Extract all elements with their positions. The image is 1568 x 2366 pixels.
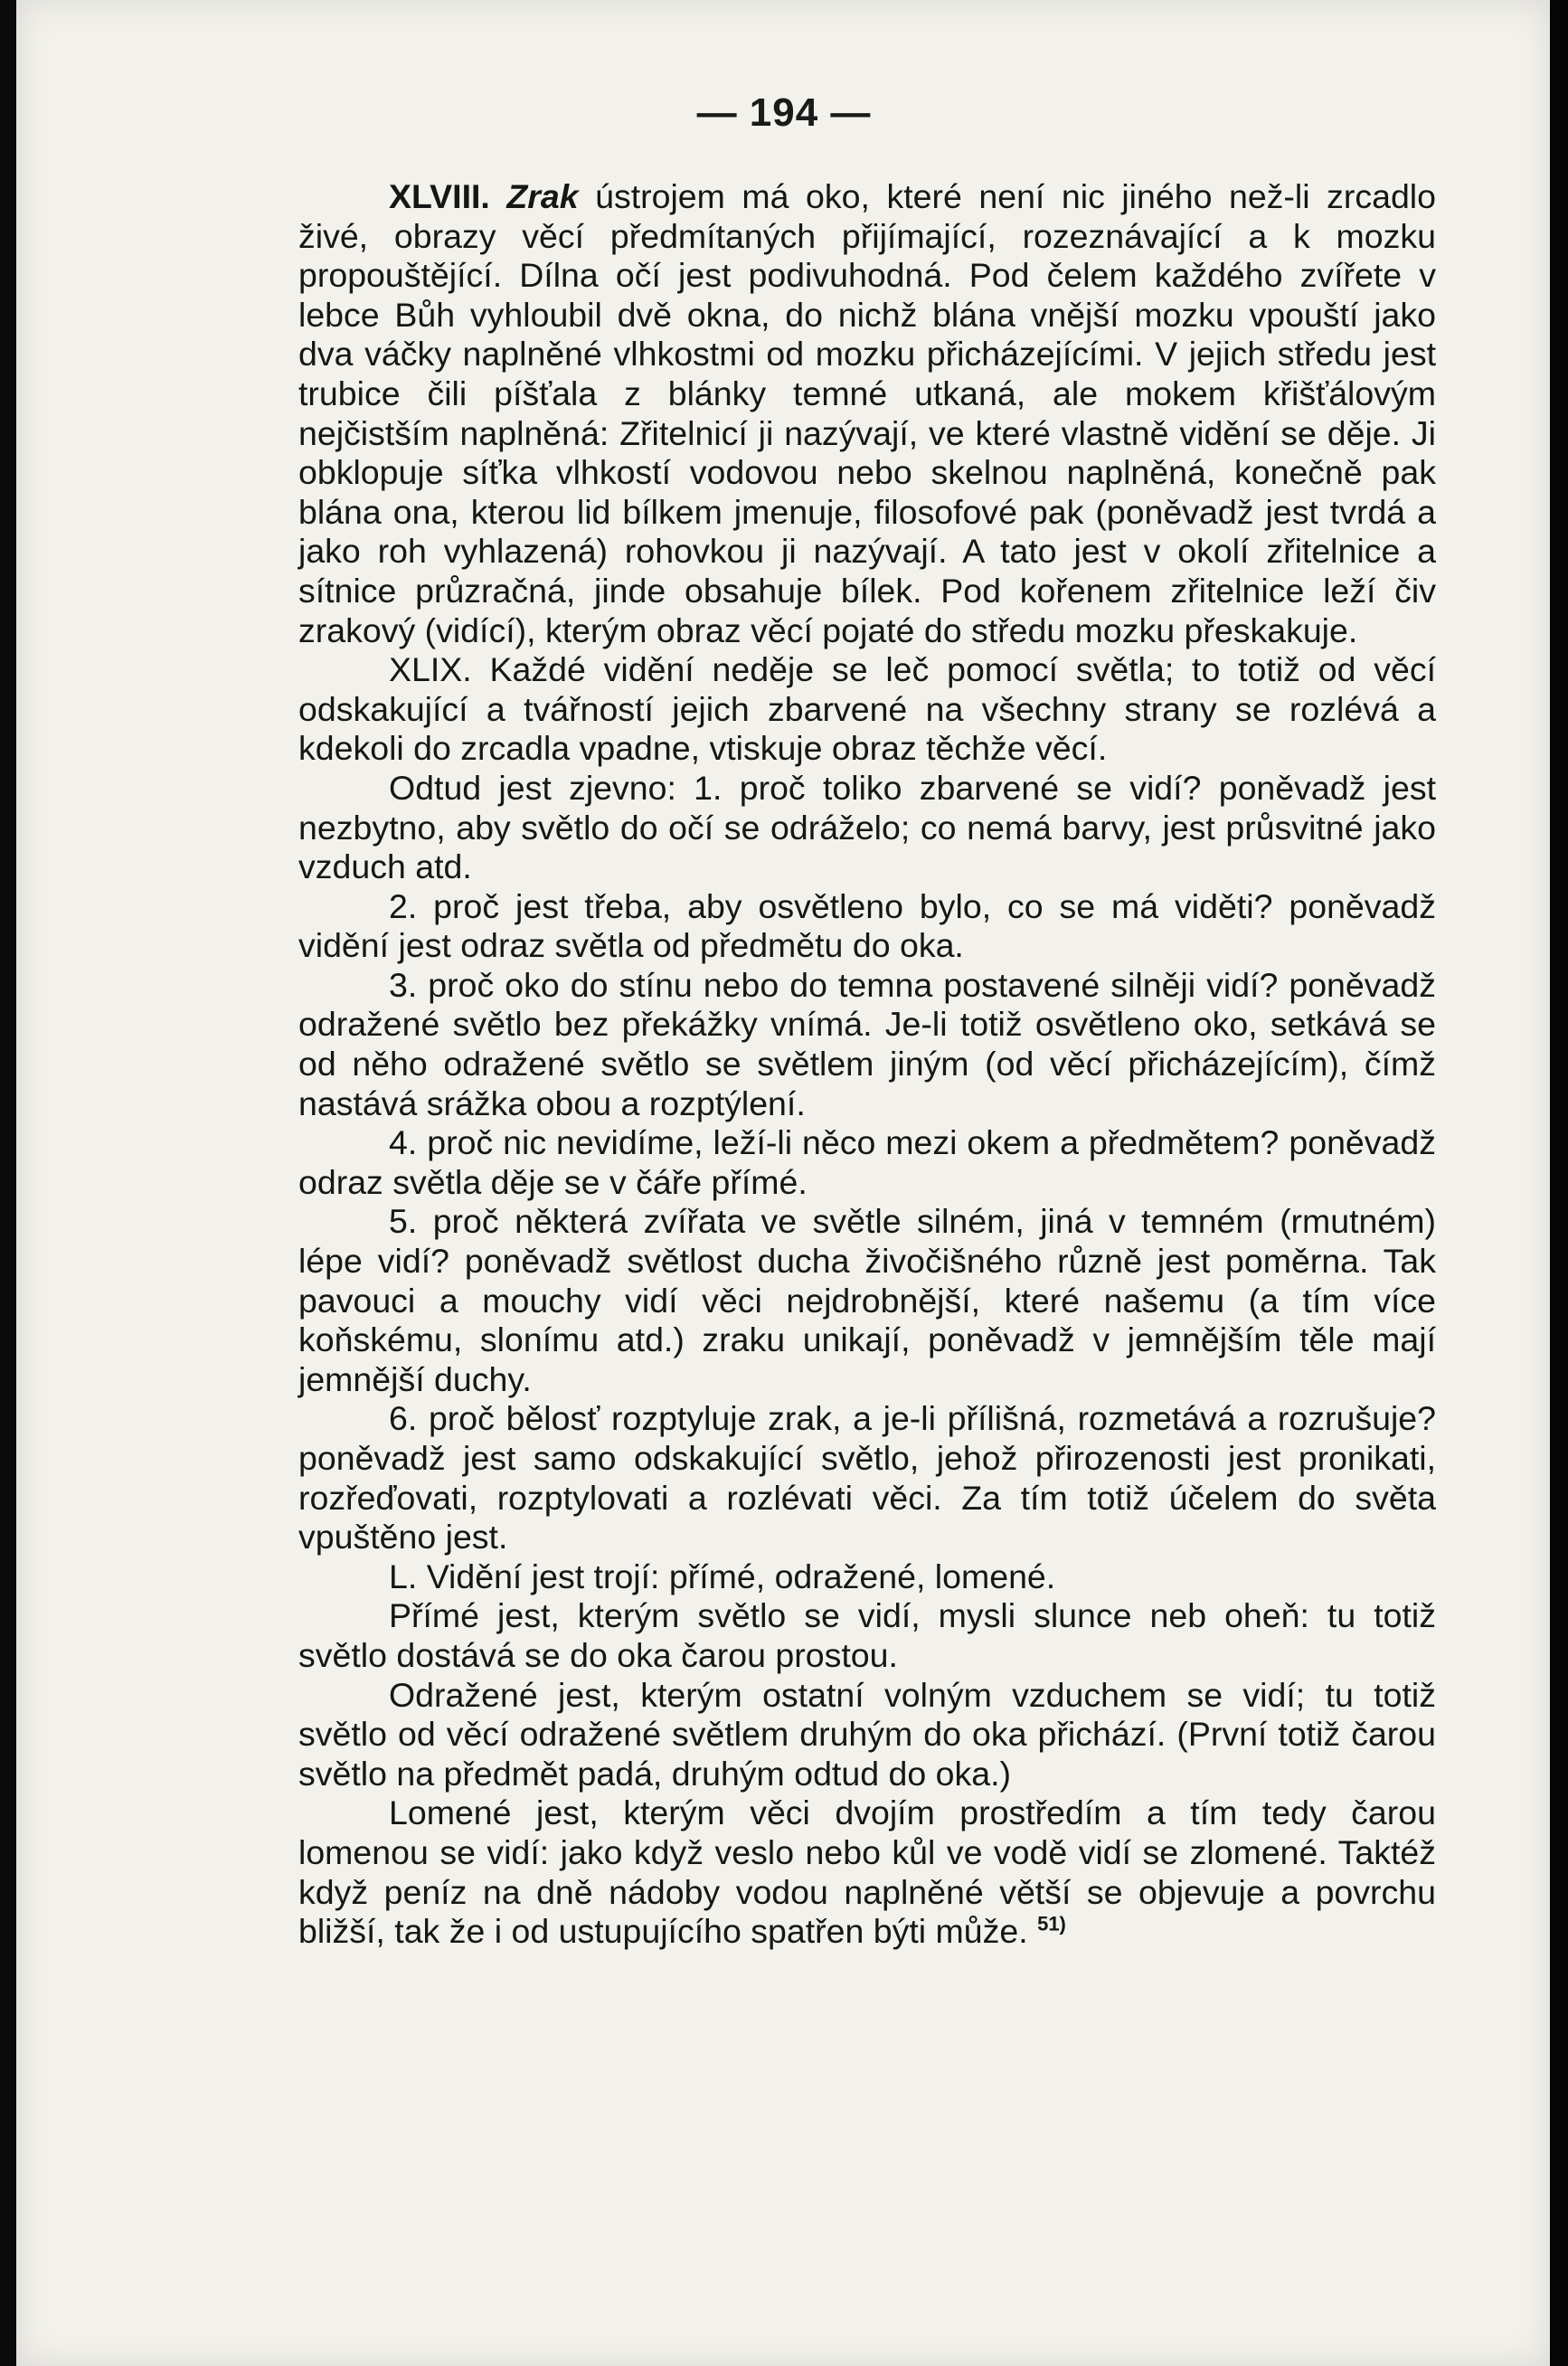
paragraph-lomene-text: Lomené jest, kterým věci dvojím prostředím a tím tedy čarou lomenou se vidí: jako když veslo nebo kůl ve vodě vidí se zlomené. Taktéž když peníz na dně nádoby vodou naplněné větší se objevuje a povrchu bližší, tak že i od ustupujícího spatřen býti může. <box>298 1793 1436 1951</box>
paragraph-point-3: 3. proč oko do stínu nebo do temna postavené silněji vidí? poněvadž odražené světlo bez překážky vnímá. Je-li totiž osvětleno oko, setkává se od něho odražené světlo se světlem jiným (od věcí přicházejícím), čímž nastává srážka obou a rozptýlení. <box>298 965 1436 1122</box>
section-label-xlviii: XLVIII. <box>389 177 490 215</box>
paragraph-odrazene: Odražené jest, kterým ostatní volným vzduchem se vidí; tu totiž světlo od věcí odražené světlem druhým do oka přichází. (První totiž čarou světlo na předmět padá, druhým odtud do oka.) <box>298 1675 1436 1793</box>
paragraph-point-5: 5. proč některá zvířata ve světle silném, jiná v temném (rmutném) lépe vidí? poněvadž světlost ducha živočišného různě jest poměrna. Tak pavouci a mouchy vidí věci nejdrobnější, které našemu (a tím více koňskému, slonímu atd.) zraku unikají, poněvadž v jemnějším těle mají jemnější duchy. <box>298 1202 1436 1398</box>
page-edge-shadow <box>1550 0 1568 2366</box>
paragraph-odtud: Odtud jest zjevno: 1. proč toliko zbarvené se vidí? poněvadž jest nezbytno, aby světlo do očí se odráželo; co nemá barvy, jest průsvitné jako vzduch atd. <box>298 768 1436 886</box>
paragraph-prime: Přímé jest, kterým světlo se vidí, mysli slunce neb oheň: tu totiž světlo dostává se do oka čarou prostou. <box>298 1596 1436 1674</box>
paragraph-xlviii <box>298 177 1436 650</box>
paragraph-xlix-text: Každé vidění neděje se leč pomocí světla; to totiž od věcí odskakující a tvářností jejich zbarvené na všechny strany se rozlévá a kdekoli do zrcadla vpadne, vtiskuje obraz těchže věcí. <box>298 650 1436 768</box>
page-body-text <box>298 177 1436 1952</box>
footnote-reference: 51) <box>1037 1912 1066 1935</box>
paragraph-point-6: 6. proč bělosť rozptyluje zrak, a je-li přílišná, rozmetává a rozrušuje? poněvadž jest samo odskakující světlo, jehož přirozenosti jest pronikati, rozřeďovati, rozptylovati a rozlévati věci. Za tím totiž účelem do světa vpuštěno jest. <box>298 1399 1436 1557</box>
paragraph-lomene <box>298 1793 1436 1951</box>
page-number: — 194 — <box>696 90 872 135</box>
paragraph-l: L. Vidění jest trojí: přímé, odražené, lomené. <box>389 1557 1056 1595</box>
paragraph-xlviii-text: ústrojem má oko, které není nic jiného než-li zrcadlo živé, obrazy věcí předmítaných přijímající, rozeznávající a k mozku propouštějící. Dílna očí jest podivuhodná. Pod čelem každého zvířete v lebce Bůh vyhloubil dvě okna, do nichž blána vnější mozku vpouští jako dva váčky naplněné vlhkostmi od mozku přicházejícími. V jejich středu jest trubice čili píšťala z blánky temné utkaná, ale mokem křišťálovým nejčistším naplněná: Zřitelnicí ji nazývají, ve které vlastně vidění se děje. Ji obklopuje síťka vlhkostí vodovou nebo skelnou naplněná, konečně pak blána ona, kterou lid bílkem jmenuje, filosofové pak (poněvadž jest tvrdá a jako roh vyhlazená) rohovkou ji nazývají. A tato jest v okolí zřitelnice a sítnice průzračná, jinde obsahuje bílek. Pod kořenem zřitelnice leží čiv zrakový (vidící), kterým obraz věcí pojaté do středu mozku přeskakuje. <box>298 177 1436 649</box>
section-label-xlix: XLIX. <box>389 650 472 689</box>
paragraph-xlix <box>298 650 1436 769</box>
paragraph-point-4: 4. proč nic nevidíme, leží-li něco mezi okem a předmětem? poněvadž odraz světla děje se v čáře přímé. <box>298 1123 1436 1201</box>
term-zrak: Zrak <box>506 177 579 215</box>
paragraph-point-2: 2. proč jest třeba, aby osvětleno bylo, co se má viděti? poněvadž vidění jest odraz světla od předmětu do oka. <box>298 886 1436 965</box>
